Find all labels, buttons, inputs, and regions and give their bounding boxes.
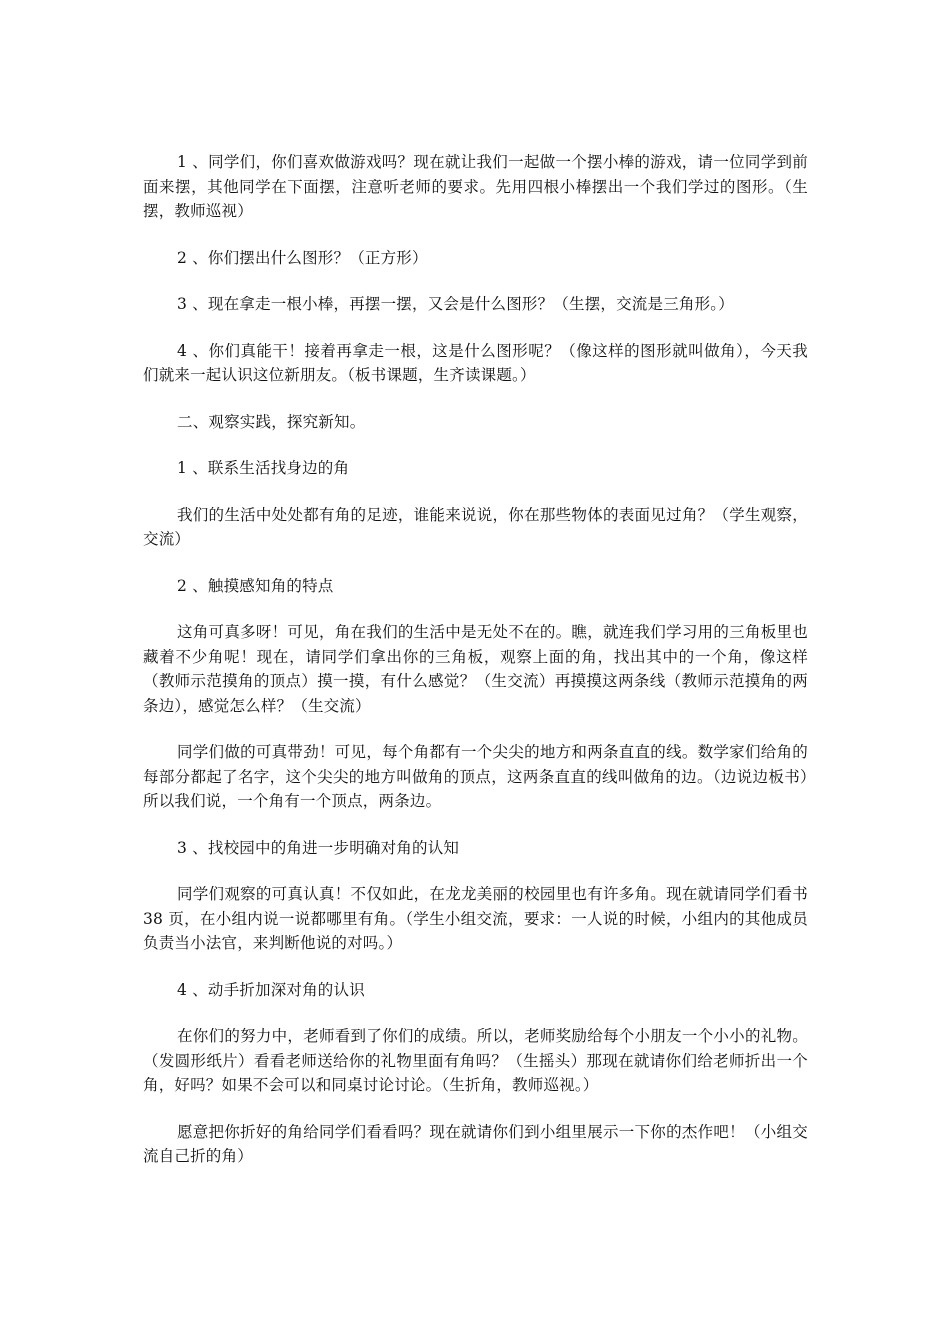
paragraph: 1 、同学们，你们喜欢做游戏吗？现在就让我们一起做一个摆小棒的游戏，请一位同学到前面来摆，其他同学在下面摆，注意听老师的要求。先用四根小棒摆出一个我们学过的图形。（生摆，教师巡视） [143,153,808,220]
paragraph: 愿意把你折好的角给同学们看看吗？现在就请你们到小组里展示一下你的杰作吧！（小组交流自己折的角） [143,1122,808,1165]
paragraph: 在你们的努力中，老师看到了你们的成绩。所以，老师奖励给每个小朋友一个小小的礼物。（发圆形纸片）看看老师送给你的礼物里面有角吗？（生摇头）那现在就请你们给老师折出一个角，好吗？如果不会可以和同桌讨论讨论。（生折角，教师巡视。） [143,1027,808,1094]
paragraph: 同学们观察的可真认真！不仅如此，在龙龙美丽的校园里也有许多角。现在就请同学们看书 38 页，在小组内说一说都哪里有角。（学生小组交流，要求：一人说的时候，小组内的其他成员负责当小法官，来判断他说的对吗。） [143,885,808,952]
subsection-heading: 4 、动手折加深对角的认识 [177,980,365,999]
paragraph: 我们的生活中处处都有角的足迹，谁能来说说，你在那些物体的表面见过角？（学生观察，交流） [143,505,808,548]
paragraph: 这角可真多呀！可见，角在我们的生活中是无处不在的。瞧，就连我们学习用的三角板里也藏着不少角呢！现在，请同学们拿出你的三角板，观察上面的角，找出其中的一个角，像这样（教师示范摸角的顶点）摸一摸，有什么感觉？（生交流）再摸摸这两条线（教师示范摸角的两条边），感觉怎么样？（生交流） [143,623,808,715]
subsection-heading: 2 、触摸感知角的特点 [177,576,334,595]
paragraph: 同学们做的可真带劲！可见，每个角都有一个尖尖的地方和两条直直的线。数学家们给角的每部分都起了名字，这个尖尖的地方叫做角的顶点，这两条直直的线叫做角的边。（边说边板书）所以我们说，一个角有一个顶点，两条边。 [143,743,808,810]
subsection-heading: 1 、联系生活找身边的角 [177,459,350,477]
paragraph: 2 、你们摆出什么图形？（正方形） [177,248,428,267]
subsection-heading: 3 、找校园中的角进一步明确对角的认知 [177,838,460,857]
paragraph: 4 、你们真能干！接着再拿走一根，这是什么图形呢？（像这样的图形就叫做角），今天我们就来一起认识这位新朋友。（板书课题，生齐读课题。） [143,341,808,384]
paragraph: 3 、现在拿走一根小棒，再摆一摆，又会是什么图形？（生摆，交流是三角形。） [177,295,734,313]
section-heading: 二、观察实践，探究新知。 [177,412,366,431]
